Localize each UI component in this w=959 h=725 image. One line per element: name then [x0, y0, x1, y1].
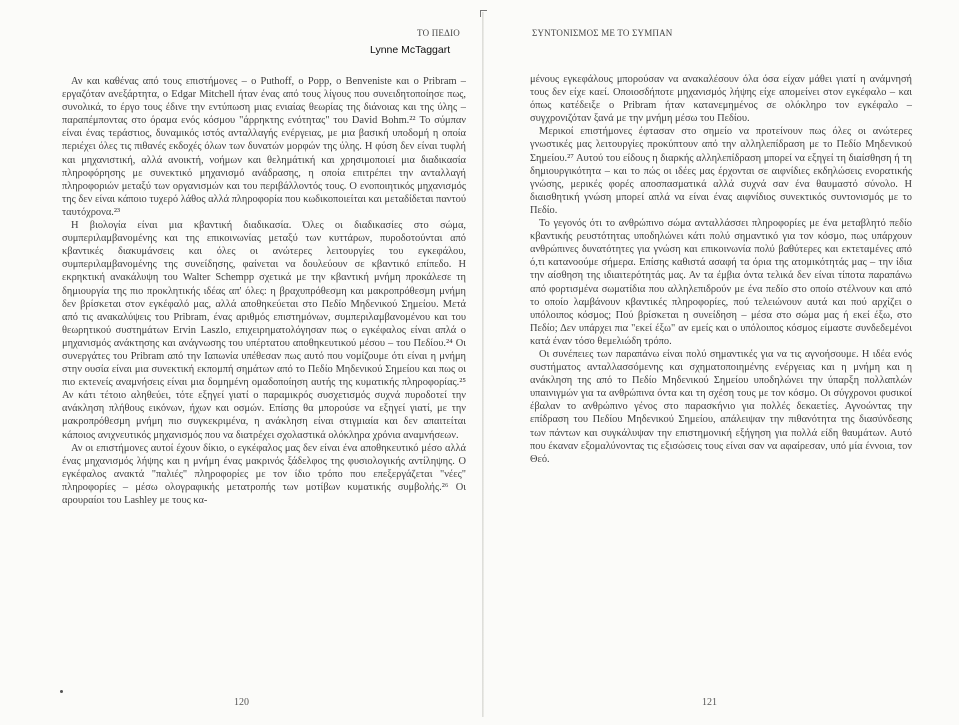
right-page [530, 0, 912, 725]
page-number: 121 [702, 697, 717, 708]
paragraph: Οι συνέπειες των παραπάνω είναι πολύ σημαντικές για να τις αγνοήσουμε. Η ιδέα ενός συστήματος ανταλλασσόμενης και σχηματοποιημένης ενέργειας και η μνήμη και η ανάκληση της από το Πεδίο Μηδενικού Σημείου υποδηλώνει την ύπαρξη πολλαπλών υπαινιγμών για τα ανθρώπινα όντα και τη σχέση τους με τον κόσμο. Οι σύγχρονοι φυσικοί έβαλαν το ανθρώπινο γένος στο παρασκήνιο για πολλές δεκαετίες. Αγνοώντας την επίδραση του Πεδίου Μηδενικού Σημείου, απάλειψαν την πιθανότητα της διασύνδεσης των πάντων και συγκάλυψαν την επιστημονική εξήγηση για πολλά είδη θαυμάτων. Αυτό που έκαναν εξομαλύνοντας τις εξισώσεις τους είναι σαν να αφαίρεσαν, υπό μία έννοια, τον Θεό. [530, 348, 912, 465]
crop-mark [480, 10, 487, 17]
page-number: 120 [234, 697, 249, 708]
running-header: ΣΥΝΤΟΝΙΣΜΟΣ ΜΕ ΤΟ ΣΥΜΠΑΝ [532, 28, 673, 38]
paragraph: Αν οι επιστήμονες αυτοί έχουν δίκιο, ο εγκέφαλος μας δεν είναι ένα αποθηκευτικό μέσο αλλά ένας μηχανισμός λήψης και η μνήμη ένας μακρινός ξάδελφος της φυσιολογικής αντίληψης. Ο εγκέφαλος ανακτά "παλιές" πληροφορίες με τον ίδιο τρόπο που επεξεργάζεται "νέες" πληροφορίες – μέσω ολογραφικής μετατροπής των μοτίβων κυματικής συμβολής.²⁶ Οι αρουραίοι του Lashley με τους κα- [62, 442, 466, 506]
author-annotation: Lynne McTaggart [370, 44, 451, 56]
page-body [530, 73, 912, 466]
margin-dot [60, 690, 63, 693]
paragraph: Αν και καθένας από τους επιστήμονες – ο Puthoff, ο Popp, ο Benveniste και ο Pribram – εργαζόταν ανεξάρτητα, ο Edgar Mitchell ήταν ένας από τους λίγους που συνειδητοποίησε πως, συνολικά, το έργο τους έδινε την εντύπωση μιας ενιαίας θεωρίας της διάνοιας και της ύλης – παραπέμποντας στο όραμα ενός κόσμου "άρρηκτης ενότητας" του David Bohm.²² Το σύμπαν είναι ένας τεράστιος, δυναμικός ιστός ανταλλαγής ενέργειας, με μια βασική υποδομή η οποία περιέχει όλες τις πιθανές εκδοχές όλων των δυνατών μορφών της ύλης. Η φύση δεν είναι τυφλή και μηχανιστική, αλλά ανοικτή, νοήμων και θελημάτική και χρησιμοποιεί μια διαδικασία πληροφόρησης με συνεκτικό μηχανισμό ανάδρασης, η οποία επιτρέπει την ανταλλαγή πληροφοριών μεταξύ των οργανισμών και του περιβάλλοντός τους. Ο ενοποιητικός μηχανισμός της δεν είναι κάποιο τυχερό λάθος αλλά πληροφορία που κωδικοποιείται και μεταδίδεται παντού ταυτόχρονα.²³ [62, 76, 466, 218]
paragraph: Μερικοί επιστήμονες έφτασαν στο σημείο να προτείνουν πως όλες οι ανώτερες γνωστικές μας λειτουργίες προκύπτουν από την αλληλεπίδραση με το Πεδίο Μηδενικού Σημείου.²⁷ Αυτού του είδους η διαρκής αλληλεπίδραση μπορεί να εξηγεί τη διαίσθηση ή τη δημιουργικότητα – και το πώς οι ιδέες μας έρχονται σε αιφνίδιες εκδηλώσεις ενορατικής γνώσης, μερικές φορές αποσπασματικά αλλά συχνά σαν ένα θαυμαστό σύνολο. Η διαισθητική γνώση μπορεί απλά να είναι ένας αιφνίδιος συνεκτικός συντονισμός με το Πεδίο. [530, 126, 912, 216]
paragraph: Η βιολογία είναι μια κβαντική διαδικασία. Όλες οι διαδικασίες στο σώμα, συμπεριλαμβανομένης και της επικοινωνίας μεταξύ των κυττάρων, πυροδοτούνται από κβαντικές διακυμάνσεις και όλες οι ανώτερες λειτουργίες του εγκεφάλου, συμπεριλαμβανομένης της συνείδησης, φαίνεται να δουλεύουν σε κβαντικό επίπεδο. Η εκρηκτική ανακάλυψη του Walter Schempp σχετικά με την κβαντική μνήμη προκάλεσε τη δημιουργία της πιο προκλητικής ιδέας απ' όλες: η βραχυπρόθεσμη και μακροπρόθεσμη μνήμη δεν βρίσκεται στον εγκέφαλό μας, αλλά αποθηκεύεται στο Πεδίο Μηδενικού Σημείου. Μετά από τις ανακαλύψεις του Pribram, ένας αριθμός επιστημόνων, συμπεριλαμβανομένου και του θεωρητικού συστημάτων Ervin Laszlo, επιχειρηματολόγησαν πως ο εγκέφαλος είναι απλά ο μηχανισμός ανάκτησης και ανάγνωσης του υπέρτατου αποθηκευτικού μέσου – του Πεδίου.²⁴ Οι συνεργάτες του Pribram από την Ιαπωνία υπέθεσαν πως αυτό που νομίζουμε ότι είναι η μνήμη στην ουσία είναι μια συνεκτική εκπομπή σημάτων από το Πεδίο Μηδενικού Σημείου και πως οι πιο εκτενείς αναμνήσεις είναι μια δομημένη ομαδοποίηση αυτής της κυματικής πληροφορίας.²⁵ Αν κάτι τέτοιο αληθεύει, τότε εξηγεί γιατί ο παραμικρός συσχετισμός συχνά πυροδοτεί την ανάκληση πλήθους εικόνων, ήχων και οσμών. Επίσης θα μπορούσε να εξηγεί γιατί, με την μακροπρόθεσμη μνήμη πιο συγκεκριμένα, η ανάκληση είναι στιγμιαία και δεν απαιτείται κάποιος ανιχνευτικός μηχανισμός που να διατρέχει σχολαστικά ολόκληρα χρόνια αναμνήσεων. [62, 220, 466, 441]
paragraph: μένους εγκεφάλους μπορούσαν να ανακαλέσουν όλα όσα είχαν μάθει γιατί η ανάμνησή τους δεν είχε καεί. Οποιοσδήποτε μηχανισμός λήψης είχε απομείνει στον εγκέφαλο – και όπως κατέδειξε ο Pribram ήταν κατανεμημένος σε ολόκληρο τον εγκέφαλο – συγχρονιζόταν ξανά με την μνήμη μέσω του Πεδίου. [530, 74, 912, 125]
left-page [62, 0, 466, 725]
paragraph: Το γεγονός ότι το ανθρώπινο σώμα ανταλλάσσει πληροφορίες με ένα μεταβλητό πεδίο κβαντικής ρευστότητας υποδηλώνει κάτι πολύ σημαντικό για τον κόσμο, πως υπάρχουν ανθρώπινες δυνατότητες για γνώση και επικοινωνία πολύ βαθύτερες και εκτεταμένες από ό,τι κατανοούμε σήμερα. Επίσης καθιστά ασαφή τα όρια της ατομικότητάς μας – την ίδια την αίσθηση της ιδιαιτερότητάς μας. Αν τα έμβια όντα τελικά δεν είναι τίποτα παραπάνω από φορτισμένα σωματίδια που αλληλεπιδρούν με ένα πεδίο στο οποίο στέλνουν και από το οποίο λαμβάνουν κβαντικές πληροφορίες, πού τελειώνουν αυτά και πού αρχίζει ο υπόλοιπος κόσμος; Πού βρίσκεται η συνείδηση – μέσα στο σώμα μας ή εκεί έξω, στο Πεδίο; Δεν υπάρχει πια "εκεί έξω" αν εμείς και ο υπόλοιπος κόσμος είμαστε συνδεδεμένοι κατά έναν τόσο θεμελιώδη τρόπο. [530, 218, 912, 347]
page-body [62, 75, 466, 507]
book-gutter [482, 12, 484, 717]
running-header: ΤΟ ΠΕΔΙΟ [417, 28, 460, 38]
